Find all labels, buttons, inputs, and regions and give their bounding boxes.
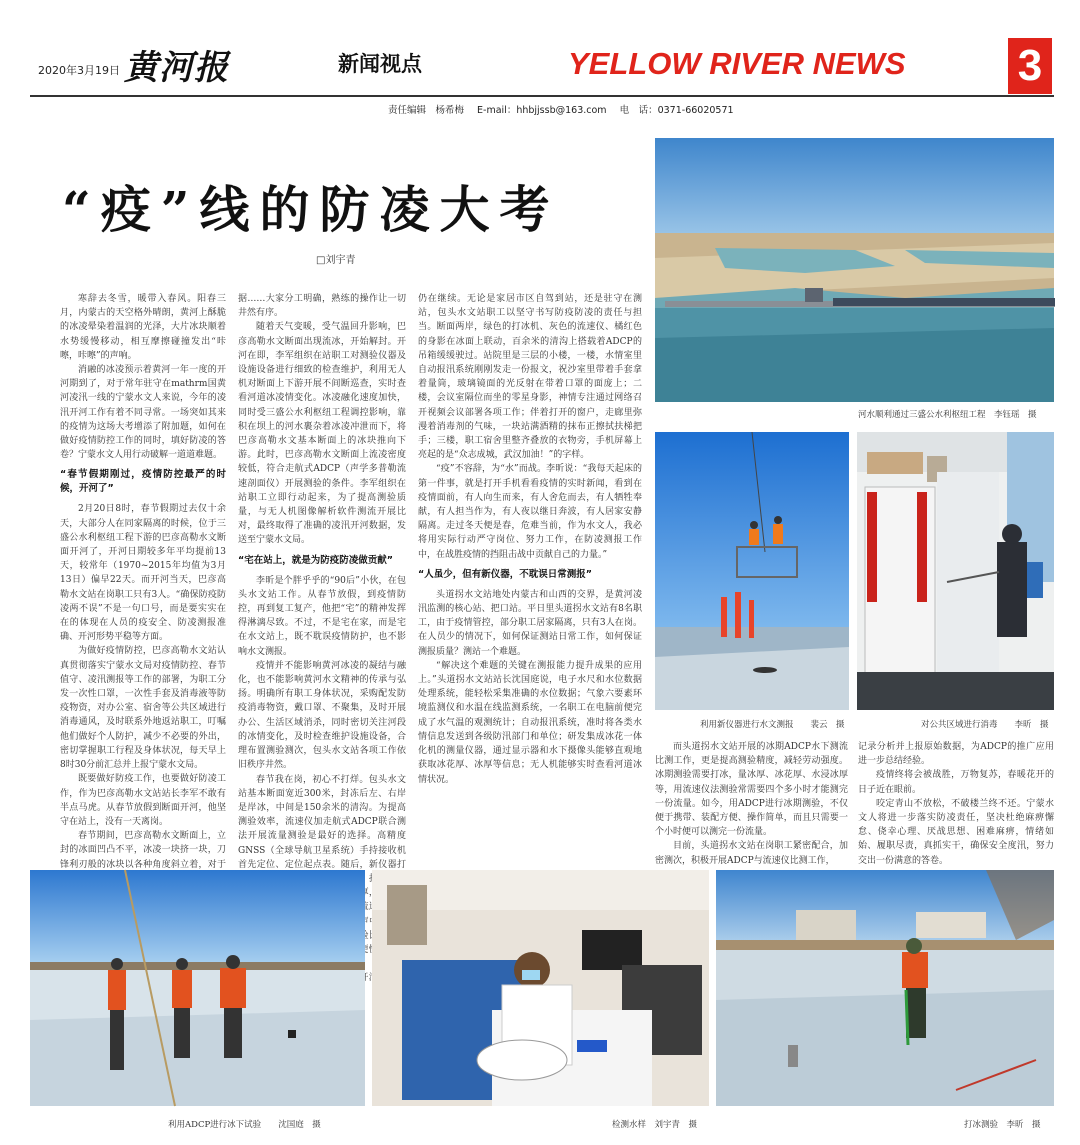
article-column-3	[418, 292, 642, 868]
paragraph: 而头道拐水文站开展的冰期ADCP水下测流比测工作，更是提高测验精度，减轻劳动强度。冰期测验需要打冰，量冰厚、冰花厚、水浸冰厚等，用流速仪法测验常需要四个多小时才能测完一份流量。如今，用ADCP进行冰期测验，不仅便于携带、装配方便、操作简单，而且只需要一个小时便可以测完一份流量。	[655, 742, 848, 838]
paragraph: 李昕是个胖乎乎的“90后”小伙，在包头水文站工作。从春节放假，到疫情防控，再到复工复产，他把“宅”的精神发挥得淋漓尽致。不过，不是宅在家，而是宅在水文站上，既不耽误疫情防护，也不影响水文测报。	[238, 575, 406, 657]
paragraph: 春节期间，巴彦高勒水文断面上，立封的冰面凹凸不平，冰凌一块挤一块，刀锋利刃般的冰块以各种角度斜立着，对于	[60, 831, 226, 870]
article-column-1	[60, 292, 226, 868]
paragraph: 目前，头道拐水文站在岗职工紧密配合，加密测次，积极开展ADCP与流速仪比测工作，	[655, 841, 848, 866]
photo-caption-water: 检测水样 刘宇青 摄	[612, 1120, 698, 1130]
editor-phone: 电 话：0371-66020571	[619, 105, 734, 116]
editor-email: E-mail：hhbjjssb@163.com	[477, 105, 607, 116]
article-column-4	[655, 740, 848, 870]
paragraph: 头道拐水文站地处内蒙古和山西的交界，是黄河凌汛监测的核心站、把口站。平日里头道拐水文站有8名职工，由于疫情管控，部分职工居家隔离，只有3人在岗。在人员少的情况下，如何保证测站日常工作，如何保证测报质量？测站一个难题。	[418, 589, 642, 657]
paragraph: 疫情并不能影响黄河冰凌的凝结与融化，也不能影响黄河水文精神的传承与弘扬。明确所有职工身体状况，采购配发防疫消毒物资，戴口罩、不聚集，及时开展办公、生活区域消杀，同时密切关注河段的冰情变化，及时检查维护设施设备，合理布置测验测次，包头水文站各项工作依旧秩序井然。	[238, 660, 406, 771]
photo-dam-aerial	[655, 138, 1054, 402]
paragraph: 据……大家分工明确，熟练的操作让一切井然有序。	[238, 294, 406, 319]
paragraph: 春节我在岗，初心不打烊。包头水文站基本断面宽近300米，封冻后左、右岸是岸冰，中间是150余米的清沟。为提高测验效率，流速仪加走航式ADCP联合测法开展流量测验是最好的选择。高精度GNSS（全球导航卫星系统）手持接收机首先定位、定位起点表。随后，新仪器打 ，打 冰厚，一 流速 验比 便快	[238, 774, 406, 955]
photo-caption-adcp: 利用ADCP进行冰下试验 沈国庭 摄	[168, 1120, 321, 1130]
paragraph: 寒辞去冬雪，暖带入春风。阳春三月，内蒙古的天空格外晴朗，黄河上酥脆的冰凌晕染着温润的光泽，大片冰块顺着水势缓慢移动，相互摩擦碰撞发出“咔嚓，咔嚓”的声响。	[60, 294, 226, 361]
subheading: “宅在站上，就是为防疫防凌做贡献”	[238, 554, 393, 566]
photo-caption-dam: 河水顺利通过三盛公水利枢纽工程 李钰瑶 摄	[858, 410, 1037, 420]
article-column-5	[858, 740, 1054, 870]
photo-new-instrument	[655, 432, 849, 710]
paragraph: 仍在继续。无论是家居市区自驾到站，还是驻守在测站，包头水文站职工以坚守书写防疫防凌的责任与担当。断面两岸，绿色的打冰机、灰色的流速仪、橘红色的身影在冰面上联动，百余米的清沟上搭载着ADCP的吊箱缓缓驶过。站院里是三层的小楼，一楼，水情室里自动报汛系统刚刚发走一份报文，祝沙室里带着手套拿着量筒，玻璃镜面的光反射在带着口罩的面庞上；二楼，会议室隔位而坐的零星身影，神情专注通过网络召开视频会议部署各项工作；伴着打开的窗户，走廊里弥漫着消毒剂的气味，一块站满酒精的抹布正擦拭扶梯把手；三楼，职工宿舍里整齐叠放的衣物旁，手机屏幕上亮起的是“众志成城，武汉加油！”的字样。	[418, 294, 642, 461]
issue-date: 2020年3月19日	[38, 64, 120, 77]
subheading: “人虽少，但有新仪器，不耽误日常测报”	[418, 568, 592, 580]
photo-ice-drilling	[716, 870, 1054, 1106]
photo-water-sample	[372, 870, 709, 1106]
section-title: 新闻视点	[338, 52, 422, 76]
paragraph: 咬定青山不放松，不破楼兰终不还。宁蒙水文人将进一步落实防凌责任，坚决杜绝麻痹懈怠、侥幸心理、厌战思想、困难麻痹，情绪如始、履职尽责，真抓实干，确保安全度汛，努力交出一份满意的答卷。	[858, 798, 1054, 866]
photo-caption-instrument: 利用新仪器进行水文测报 裴云 摄	[700, 720, 845, 730]
photo-adcp-test	[30, 870, 365, 1106]
paragraph: 随着天气变暖，受气温回升影响，巴彦高勒水文断面出现流冰，开始解封。开河在即，李军组织在站职工对测验仪器及设施设备进行细致的检查维护，利用无人机对断面上下游开展不间断巡查，实时查看河道冰凌情变化。冰凌融化速度加快，同时受三盛公水利枢纽工程调控影响，靠积在坝上的河水裹杂着冰凌冲泄而下，将巴彦高勒水文基本断面上的冰块推向下游。此时，巴彦高勒水文断面上流凌密度较低，符合走航式ADCP（声学多普勒流速剖面仪）开展测验的条件。李军组织在站职工立即行动起来，为了提高测验质量，与无人机图像解析软件测流开展比对，最终取得了准确的凌汛开河数据，发送至宁蒙水文局。	[238, 322, 406, 546]
editor-info	[388, 102, 744, 116]
paragraph: 为做好疫情防控，巴彦高勒水文站认真贯彻落实宁蒙水文局对疫情防控、春节值守、凌汛测报等工作的部署，为职工分发一次性口罩，一次性手套及消毒液等防疫物资，对办公室、宿舍等公共区域进行消毒通风，及时联系外地返站职工，叮嘱他们做好个人防护，减少不必要的外出，密切掌握职工行程及身体状况，每天早上8时30分前汇总并上报宁蒙水文局。	[60, 646, 226, 771]
article-headline: “疫”线的防凌大考	[62, 180, 560, 239]
article-byline: □刘宇青	[316, 255, 356, 266]
paragraph: 2月20日8时，春节假期过去仅十余天，大部分人在同家隔离的时候，位于三盛公水利枢纽工程下游的巴彦高勒水文断面开河了，开河日期较多年平均提前13天，较常年（1970~2015年均值为3月13日）偏早22天。而开河当天，巴彦高勒水文站在岗职工只有3人。“确保防疫防凌两不误”不是一句口号，而是要实实在在的体现在人员的疫安全、防凌测报准确、开河形势平稳等方面。	[60, 504, 226, 643]
subheading: “春节假期刚过，疫情防控最严的时候，开河了”	[60, 469, 226, 495]
photo-disinfection	[857, 432, 1054, 710]
paper-logo: 黄河报	[124, 48, 229, 88]
paragraph: “解决这个难题的关键在测报能力提升成果的应用上。”头道拐水文站站长沈国庭说，电子水尺和水位数据处理系统，能轻松采集准确的水位数据；气象六要素环境监测仪和水温在线监测系统，一名职工在电脑前便完成了水气温的观测统计；自动报汛系统，准时将各类水情信息发送到各级防汛部门和单位；研发集成冰花一体化机的测量仪器，通过显示器和水下摄像头能够直观地获取冰花厚、冰厚等信息；无人机能够实时查看河道冰情状况。	[418, 660, 642, 785]
masthead-divider	[30, 95, 1054, 97]
photo-caption-drilling: 打冰测验 李昕 摄	[964, 1120, 1041, 1130]
article-column-2	[238, 292, 406, 955]
paragraph: 记录分析并上报原始数据，为ADCP的推广应用进一步总结经验。	[858, 742, 1054, 767]
photo-caption-disinfection: 对公共区域进行消毒 李昕 摄	[921, 720, 1049, 730]
paragraph: 疫情终将会被战胜，万物复苏，春暖花开的日子近在眼前。	[858, 770, 1054, 795]
paragraph: 既要做好防疫工作，也要做好防凌工作，作为巴彦高勒水文站站长李军不敢有半点马虎。从春节放假到断面开河，他坚守在站上，没有一天离岗。	[60, 774, 226, 827]
paragraph: 消融的冰凌预示着黄河一年一度的开河期到了，对于常年驻守在mathrm国黄河凌汛一线的宁蒙水文人来说，今年的凌汛开河工作有着不同寻常。一场突如其来的疫情为这场大考增添了附加题，如何在做好疫情防控工作的同时，填好防凌的答卷？宁蒙水文人用行动破解一道道难题。	[60, 365, 226, 461]
paragraph: “疫”不容辞，为“水”而战。李昕说：“我每天起床的第一件事，就是打开手机看看疫情的实时新闻，看到在疫情面前，有人向生而来，有人舍危而去，有人牺牲奉献，有人担当作为，有人夜以继日奔波，有人居家安静隔离。走过冬天便是春，危难当前，作为水文人，我必将用实际行动严守岗位、努力工作，在防凌测报工作中，在战胜疫情的挡阻击战中贡献自己的力量。”	[418, 464, 642, 560]
page-number-badge: 3	[1008, 38, 1052, 94]
editor-name: 责任编辑 杨希梅	[388, 105, 465, 116]
english-title: YELLOW RIVER NEWS	[568, 46, 906, 81]
